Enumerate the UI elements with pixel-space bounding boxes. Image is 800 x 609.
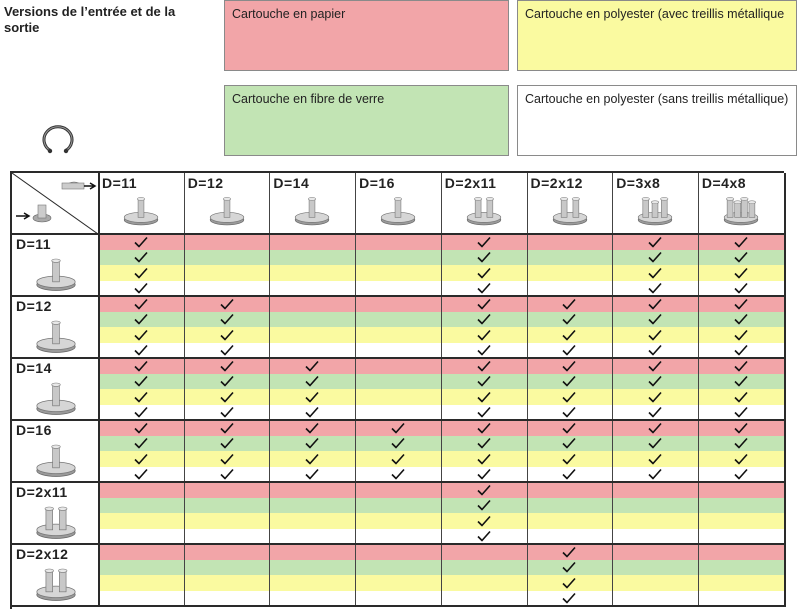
checkmark-icon xyxy=(305,453,319,465)
checkmark-icon xyxy=(220,329,234,341)
checkmark-icon xyxy=(562,391,576,403)
checkmark-icon xyxy=(220,360,234,372)
connector-icon xyxy=(291,193,333,227)
connector-icon xyxy=(32,502,80,540)
checkmark-icon xyxy=(477,251,491,263)
checkmark-icon xyxy=(134,422,148,434)
checkmark-icon xyxy=(648,313,662,325)
checkmark-icon xyxy=(562,406,576,418)
checkmark-icon xyxy=(305,406,319,418)
column-header xyxy=(698,173,784,234)
connector-icon xyxy=(32,564,80,602)
checkmark-icon xyxy=(305,422,319,434)
checkmark-icon xyxy=(220,468,234,480)
legend-fiberglass-label: Cartouche en fibre de verre xyxy=(232,92,385,106)
checkmark-icon xyxy=(562,468,576,480)
checkmark-icon xyxy=(220,453,234,465)
checkmark-icon xyxy=(648,298,662,310)
connector-icon xyxy=(549,193,591,227)
column-label: D=11 xyxy=(102,175,138,191)
checkmark-icon xyxy=(134,468,148,480)
checkmark-icon xyxy=(477,530,491,542)
grid-line xyxy=(612,173,613,606)
checkmark-icon xyxy=(477,298,491,310)
checkmark-icon xyxy=(734,236,748,248)
legend-polyester-mesh xyxy=(517,0,797,71)
grid-line xyxy=(784,173,786,606)
checkmark-icon xyxy=(391,468,405,480)
checkmark-icon xyxy=(220,344,234,356)
column-header xyxy=(441,173,527,234)
checkmark-icon xyxy=(562,298,576,310)
connector-icon xyxy=(32,254,80,292)
row-header xyxy=(12,358,98,420)
checkmark-icon xyxy=(134,406,148,418)
checkmark-icon xyxy=(734,267,748,279)
checkmark-icon xyxy=(562,329,576,341)
checkmark-icon xyxy=(220,375,234,387)
outlet-arrow-icon xyxy=(84,183,95,189)
grid-line xyxy=(527,173,528,606)
checkmark-icon xyxy=(562,313,576,325)
checkmark-icon xyxy=(648,422,662,434)
column-label: D=2x11 xyxy=(444,175,497,191)
column-header xyxy=(184,173,270,234)
checkmark-icon xyxy=(220,298,234,310)
checkmark-icon xyxy=(477,453,491,465)
grid-line xyxy=(184,173,185,606)
row-header xyxy=(12,544,98,606)
checkmark-icon xyxy=(648,251,662,263)
checkmark-icon xyxy=(391,437,405,449)
circlip-icon xyxy=(38,120,78,158)
checkmark-icon xyxy=(477,484,491,496)
grid-line xyxy=(698,173,699,606)
checkmark-icon xyxy=(134,360,148,372)
grid-line xyxy=(12,419,786,421)
checkmark-icon xyxy=(134,375,148,387)
checkmark-icon xyxy=(648,437,662,449)
connector-icon xyxy=(32,316,80,354)
column-label: D=2x12 xyxy=(530,175,583,191)
checkmark-icon xyxy=(648,453,662,465)
connector-icon xyxy=(120,193,162,227)
checkmark-icon xyxy=(477,422,491,434)
checkmark-icon xyxy=(648,375,662,387)
checkmark-icon xyxy=(220,437,234,449)
checkmark-icon xyxy=(477,236,491,248)
checkmark-icon xyxy=(477,468,491,480)
checkmark-icon xyxy=(305,468,319,480)
checkmark-icon xyxy=(477,499,491,511)
row-label: D=12 xyxy=(16,298,52,314)
checkmark-icon xyxy=(477,375,491,387)
row-label: D=11 xyxy=(16,236,52,252)
row-header xyxy=(12,296,98,358)
checkmark-icon xyxy=(648,468,662,480)
checkmark-icon xyxy=(477,313,491,325)
row-label: D=16 xyxy=(16,422,52,438)
row-header xyxy=(12,420,98,482)
checkmark-icon xyxy=(734,313,748,325)
checkmark-icon xyxy=(220,406,234,418)
checkmark-icon xyxy=(134,453,148,465)
column-label: D=16 xyxy=(359,175,395,191)
column-header xyxy=(355,173,441,234)
inlet-arrow-icon xyxy=(16,213,29,219)
checkmark-icon xyxy=(734,437,748,449)
grid-line xyxy=(12,295,786,297)
page-title: Versions de l’entrée et de la sortie xyxy=(4,4,176,35)
checkmark-icon xyxy=(562,360,576,372)
checkmark-icon xyxy=(477,267,491,279)
checkmark-icon xyxy=(134,251,148,263)
connector-icon xyxy=(463,193,505,227)
checkmark-icon xyxy=(734,406,748,418)
checkmark-icon xyxy=(134,313,148,325)
checkmark-icon xyxy=(134,236,148,248)
checkmark-icon xyxy=(305,391,319,403)
connector-icon xyxy=(634,193,676,227)
checkmark-icon xyxy=(477,360,491,372)
connector-icon xyxy=(377,193,419,227)
checkmark-icon xyxy=(734,422,748,434)
checkmark-icon xyxy=(562,344,576,356)
compatibility-grid xyxy=(10,171,784,609)
checkmark-icon xyxy=(562,561,576,573)
grid-line xyxy=(12,233,786,235)
checkmark-icon xyxy=(648,267,662,279)
checkmark-icon xyxy=(134,282,148,294)
column-label: D=3x8 xyxy=(616,175,661,191)
column-header xyxy=(98,173,184,234)
legend-paper xyxy=(224,0,509,71)
header-corner xyxy=(12,173,98,234)
checkmark-icon xyxy=(734,251,748,263)
connector-icon xyxy=(32,440,80,478)
connector-icon xyxy=(720,193,762,227)
checkmark-icon xyxy=(477,282,491,294)
checkmark-icon xyxy=(134,329,148,341)
checkmark-icon xyxy=(305,360,319,372)
checkmark-icon xyxy=(477,406,491,418)
checkmark-icon xyxy=(305,375,319,387)
checkmark-icon xyxy=(648,236,662,248)
checkmark-icon xyxy=(391,422,405,434)
grid-line xyxy=(12,481,786,483)
checkmark-icon xyxy=(648,344,662,356)
checkmark-icon xyxy=(562,437,576,449)
checkmark-icon xyxy=(562,375,576,387)
row-label: D=14 xyxy=(16,360,52,376)
checkmark-icon xyxy=(477,437,491,449)
checkmark-icon xyxy=(562,453,576,465)
column-label: D=14 xyxy=(273,175,310,191)
column-label: D=12 xyxy=(187,175,224,191)
grid-line xyxy=(355,173,356,606)
checkmark-icon xyxy=(734,360,748,372)
checkmark-icon xyxy=(220,422,234,434)
checkmark-icon xyxy=(477,329,491,341)
checkmark-icon xyxy=(134,344,148,356)
grid-line xyxy=(441,173,442,606)
grid-line xyxy=(12,357,786,359)
checkmark-icon xyxy=(477,391,491,403)
checkmark-icon xyxy=(220,313,234,325)
column-header xyxy=(269,173,355,234)
checkmark-icon xyxy=(477,515,491,527)
legend-fiberglass xyxy=(224,85,509,156)
inlet-pin-icon xyxy=(33,205,51,222)
column-header xyxy=(527,173,613,234)
legend-polyester-mesh-label: Cartouche en polyester (avec treillis métallique xyxy=(525,7,785,21)
checkmark-icon xyxy=(305,437,319,449)
connector-icon xyxy=(32,378,80,416)
checkmark-icon xyxy=(648,329,662,341)
legend-paper-label: Cartouche en papier xyxy=(232,7,346,21)
checkmark-icon xyxy=(134,437,148,449)
checkmark-icon xyxy=(220,391,234,403)
grid-line xyxy=(12,543,786,545)
checkmark-icon xyxy=(134,391,148,403)
checkmark-icon xyxy=(134,267,148,279)
row-header xyxy=(12,234,98,296)
connector-icon xyxy=(206,193,248,227)
row-header xyxy=(12,482,98,544)
checkmark-icon xyxy=(734,453,748,465)
checkmark-icon xyxy=(562,422,576,434)
column-header xyxy=(612,173,698,234)
row-label: D=2x12 xyxy=(16,546,69,562)
legend-polyester-plain xyxy=(517,85,797,156)
checkmark-icon xyxy=(648,360,662,372)
checkmark-icon xyxy=(734,298,748,310)
checkmark-icon xyxy=(734,375,748,387)
checkmark-icon xyxy=(734,344,748,356)
row-label: D=2x11 xyxy=(16,484,68,500)
checkmark-icon xyxy=(734,329,748,341)
checkmark-icon xyxy=(734,468,748,480)
column-label: D=4x8 xyxy=(701,175,747,191)
checkmark-icon xyxy=(734,391,748,403)
outlet-pin-icon xyxy=(62,182,84,189)
grid-line xyxy=(269,173,270,606)
checkmark-icon xyxy=(134,298,148,310)
checkmark-icon xyxy=(477,344,491,356)
checkmark-icon xyxy=(648,391,662,403)
legend-polyester-plain-label: Cartouche en polyester (sans treillis métallique) xyxy=(525,92,789,106)
checkmark-icon xyxy=(391,453,405,465)
checkmark-icon xyxy=(562,592,576,604)
checkmark-icon xyxy=(562,546,576,558)
checkmark-icon xyxy=(734,282,748,294)
checkmark-icon xyxy=(648,282,662,294)
checkmark-icon xyxy=(562,577,576,589)
checkmark-icon xyxy=(648,406,662,418)
grid-line xyxy=(98,173,100,606)
